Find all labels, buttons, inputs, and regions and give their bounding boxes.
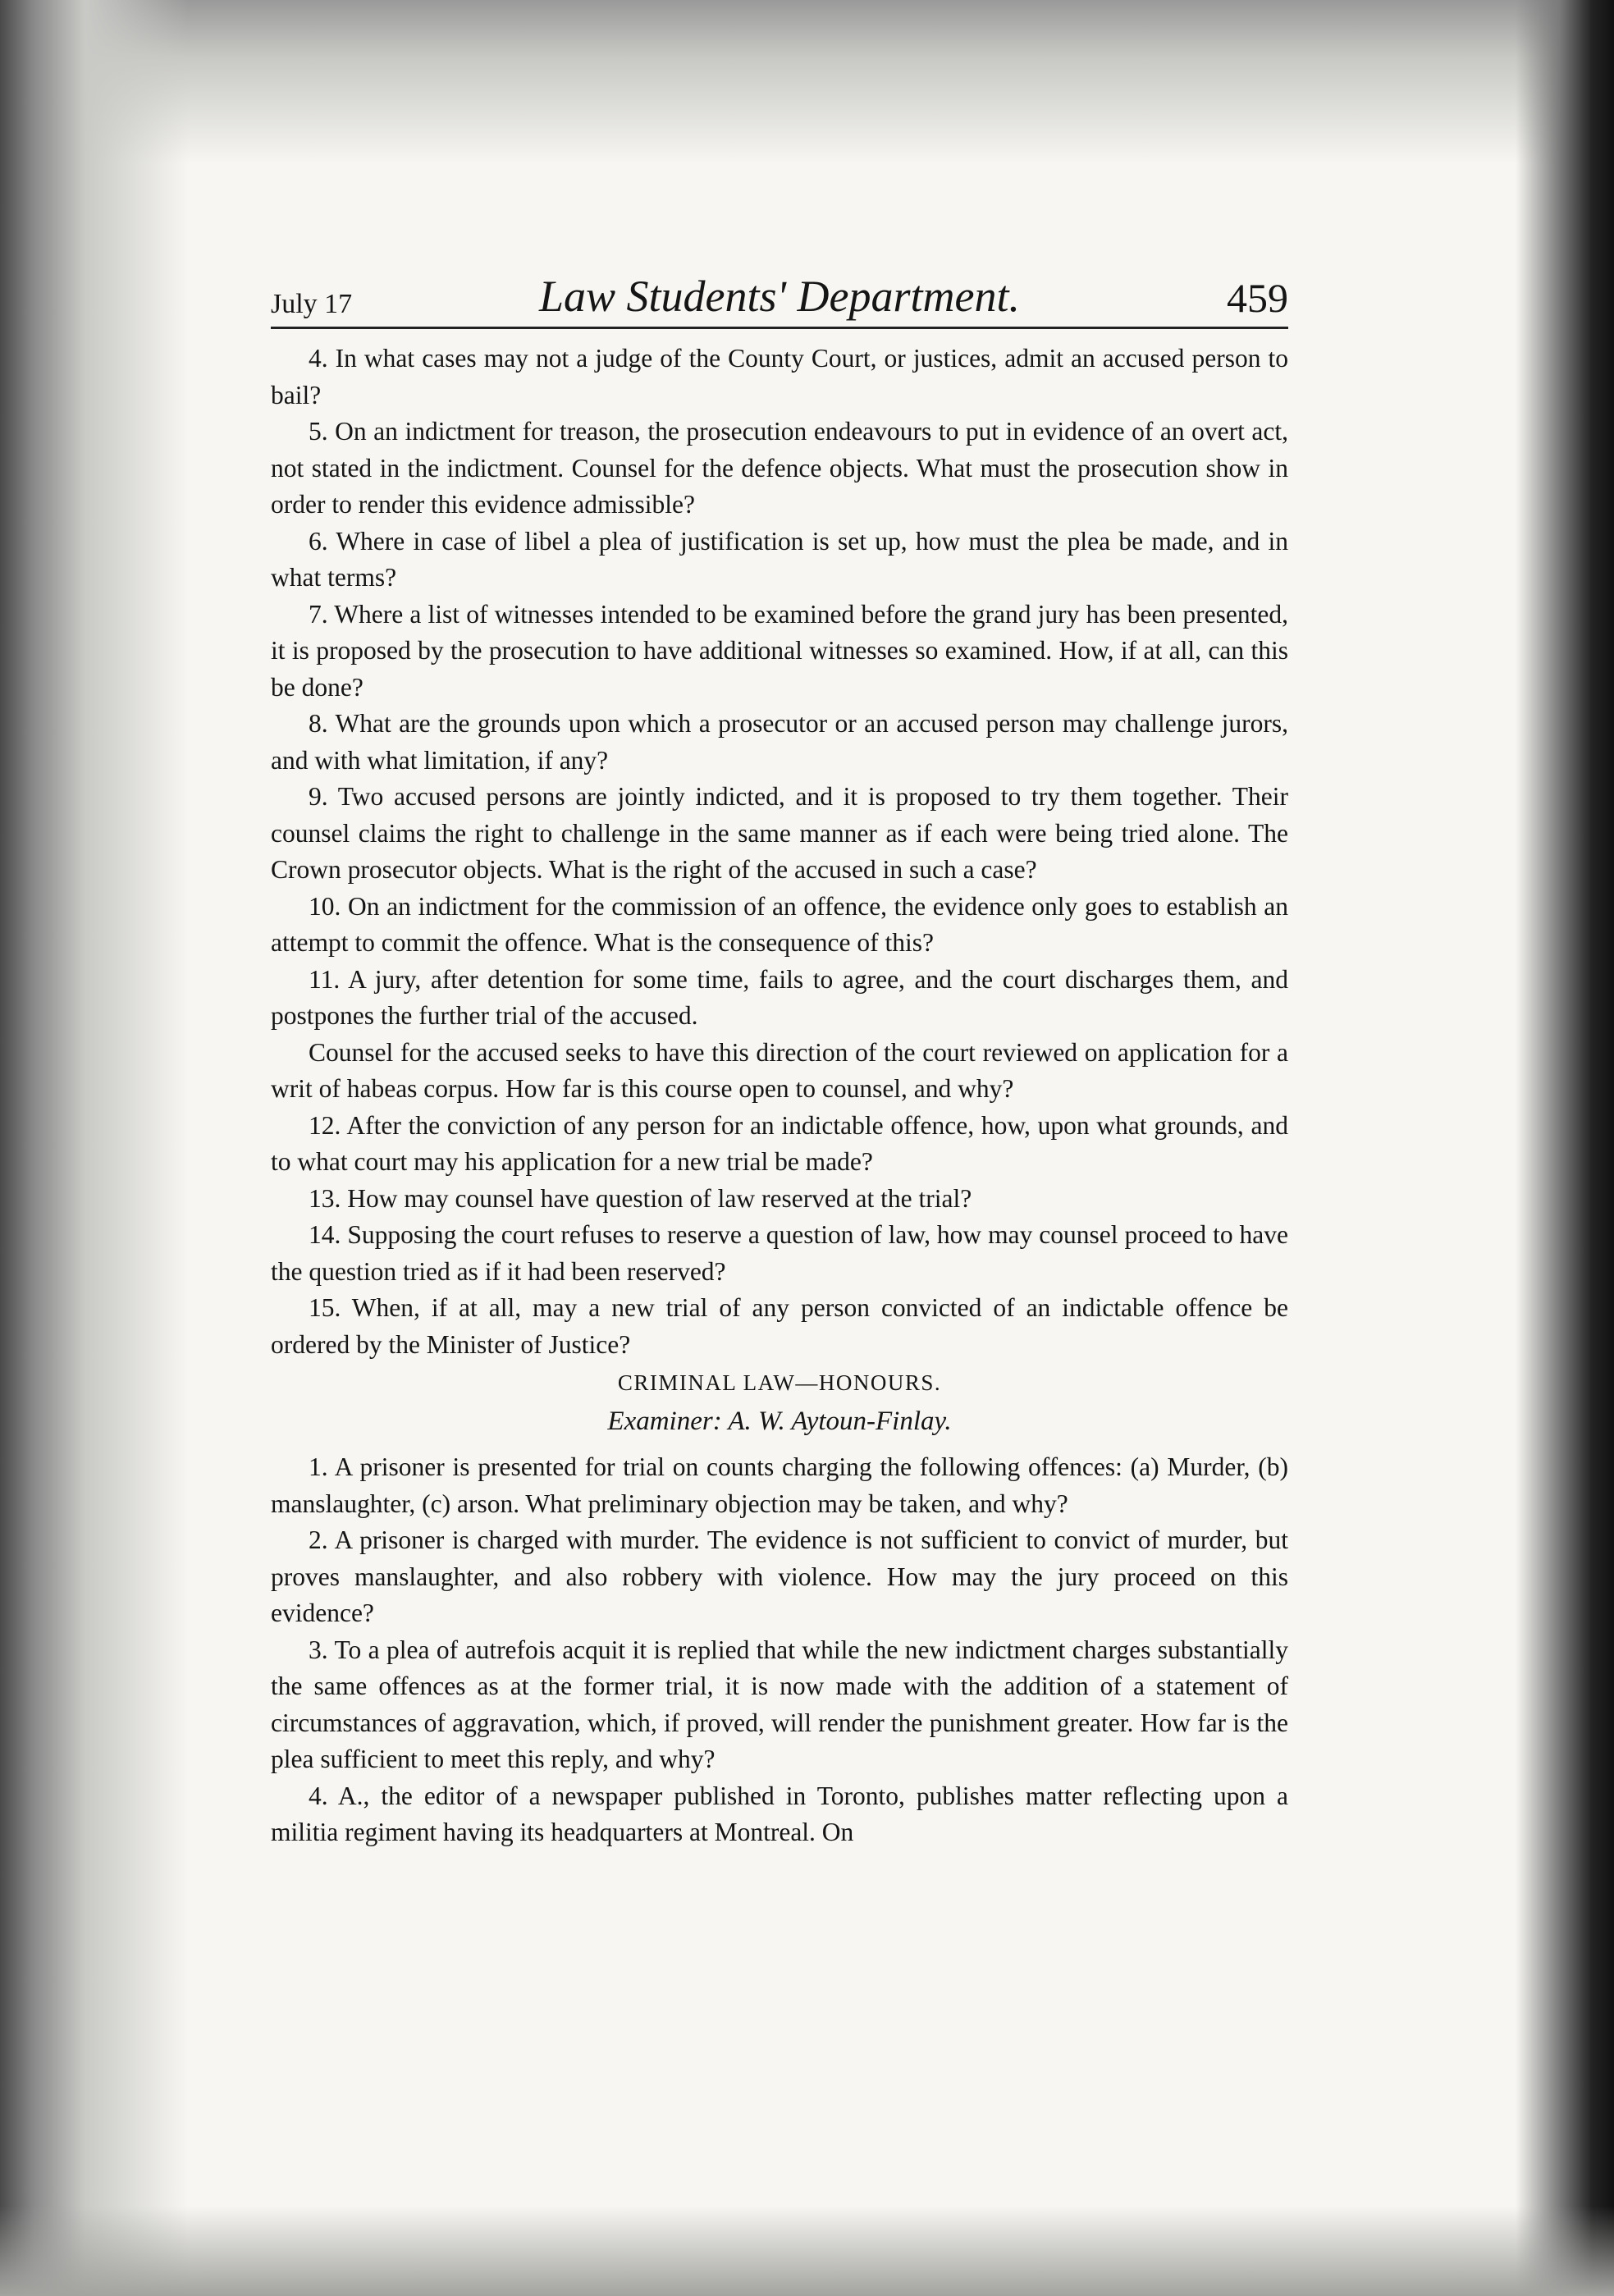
question-14: 14. Supposing the court refuses to reserve a question of law, how may counsel proceed to have the question tried as if it had been reserved? xyxy=(271,1220,1288,1286)
book-page xyxy=(271,263,1288,1851)
scan-edge-right xyxy=(1516,0,1614,2296)
question-12: 12. After the conviction of any person for an indictable offence, how, upon what grounds, and to what court may his application for a new trial be made? xyxy=(271,1110,1288,1176)
question-4: 4. In what cases may not a judge of the County Court, or justices, admit an accused person to bail? xyxy=(271,344,1288,409)
honours-question-4: 4. A., the editor of a newspaper published in Toronto, publishes matter reflecting upon a militia regiment having its headquarters at Montreal. On xyxy=(271,1781,1288,1846)
question-11-continued: Counsel for the accused seeks to have this direction of the court reviewed on application for a writ of habeas corpus. How far is this course open to counsel, and why? xyxy=(271,1037,1288,1103)
question-10: 10. On an indictment for the commission of an offence, the evidence only goes to establish an attempt to commit the offence. What is the consequence of this? xyxy=(271,891,1288,957)
question-15: 15. When, if at all, may a new trial of any person convicted of an indictable offence be ordered by the Minister of Justice? xyxy=(271,1293,1288,1359)
scan-edge-top xyxy=(0,0,1614,164)
department-title: Law Students' Department. xyxy=(538,272,1021,321)
question-6: 6. Where in case of libel a plea of justification is set up, how must the plea be made, and in what terms? xyxy=(271,526,1288,592)
section-heading: CRIMINAL LAW—HONOURS. xyxy=(617,1370,942,1395)
question-9: 9. Two accused persons are jointly indicted, and it is proposed to try them together. Their counsel claims the right to challenge in the same manner as if each were being tried alone. The Crown prosecutor objects. What is the right of the accused in such a case? xyxy=(271,782,1288,884)
scan-edge-left xyxy=(0,0,189,2296)
question-7: 7. Where a list of witnesses intended to be examined before the grand jury has been presented, it is proposed by the prosecution to have additional witnesses so examined. How, if at all, can this be done? xyxy=(271,599,1288,702)
scan-edge-bottom xyxy=(0,2206,1614,2296)
running-head xyxy=(271,263,1288,329)
honours-question-1: 1. A prisoner is presented for trial on counts charging the following offences: (a) Murder, (b) manslaughter, (c) arson. What preliminary objection may be taken, and why? xyxy=(271,1452,1288,1518)
examiner-line: Examiner: A. W. Aytoun-Finlay. xyxy=(607,1406,952,1436)
honours-question-3: 3. To a plea of autrefois acquit it is replied that while the new indictment charges substantially the same offences as at the former trial, it is now made with the addition of a statement of circumstances of aggravation, which, if proved, will render the punishment greater. How far is the plea sufficient to meet this reply, and why? xyxy=(271,1635,1288,1773)
issue-date: July 17 xyxy=(271,289,353,319)
question-8: 8. What are the grounds upon which a prosecutor or an accused person may challenge jurors, and with what limitation, if any? xyxy=(271,709,1288,775)
question-13: 13. How may counsel have question of law reserved at the trial? xyxy=(309,1183,972,1213)
page-body xyxy=(271,341,1288,1851)
question-5: 5. On an indictment for treason, the prosecution endeavours to put in evidence of an overt act, not stated in the indictment. Counsel for the defence objects. What must the prosecution show in order to render this evidence admissible? xyxy=(271,417,1288,519)
page-number: 459 xyxy=(1227,275,1288,321)
question-11: 11. A jury, after detention for some time, fails to agree, and the court discharges them, and postpones the further trial of the accused. xyxy=(271,964,1288,1030)
honours-question-2: 2. A prisoner is charged with murder. The evidence is not sufficient to convict of murder, but proves manslaughter, and also robbery with violence. How may the jury proceed on this evidence? xyxy=(271,1525,1288,1627)
